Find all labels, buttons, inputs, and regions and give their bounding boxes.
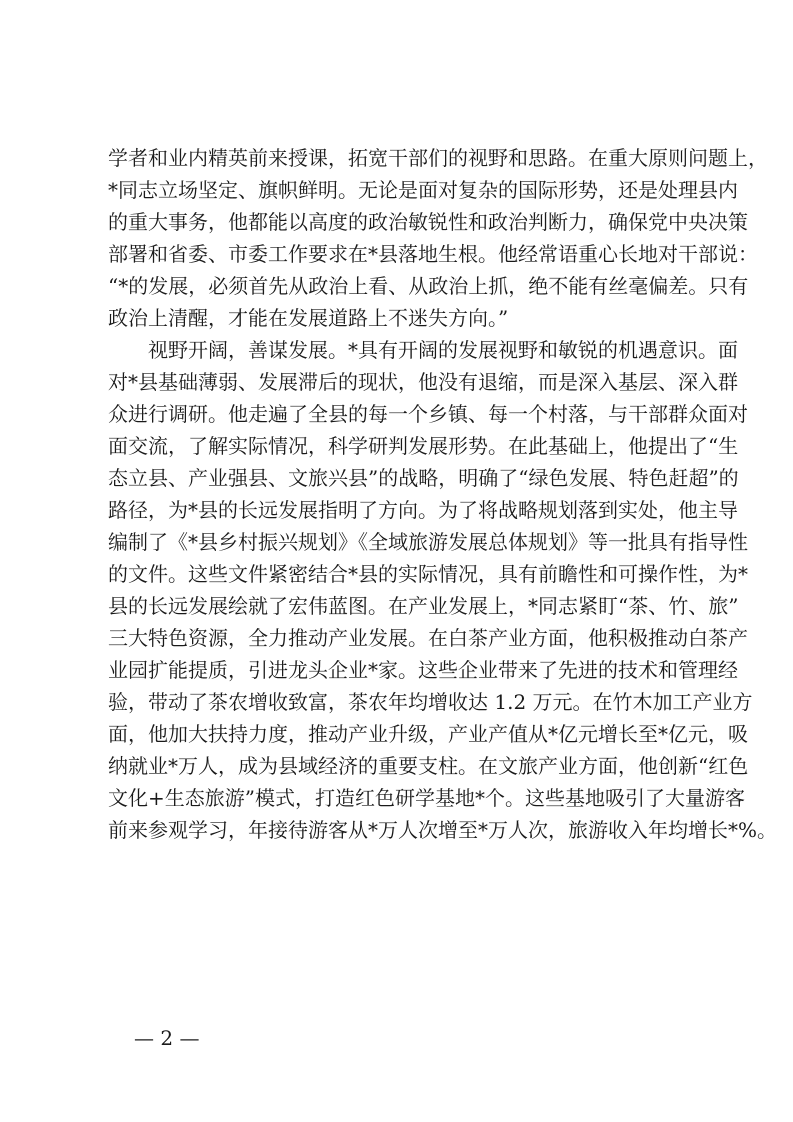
text-line: 编制了《*县乡村振兴规划》《全域旅游发展总体规划》等一批具有指导性 bbox=[108, 530, 748, 554]
text-line: *同志立场坚定、旗帜鲜明。无论是面对复杂的国际形势，还是处理县内 bbox=[108, 178, 738, 202]
text-line: 三大特色资源，全力推动产业发展。在白茶产业方面，他积极推动白茶产 bbox=[108, 626, 748, 650]
text-line: 对*县基础薄弱、发展滞后的现状，他没有退缩，而是深入基层、深入群 bbox=[108, 370, 738, 394]
text-line: 前来参观学习，年接待游客从*万人次增至*万人次，旅游收入年均增长*%。 bbox=[108, 818, 778, 842]
page-number: — 2 — bbox=[134, 1026, 200, 1050]
text-line: 文化+生态旅游”模式，打造红色研学基地*个。这些基地吸引了大量游客 bbox=[108, 786, 745, 810]
text-line: 政治上清醒，才能在发展道路上不迷失方向。” bbox=[108, 306, 509, 330]
text-line: 面交流，了解实际情况，科学研判发展形势。在此基础上，他提出了“生 bbox=[108, 434, 739, 458]
text-line: 视野开阔，善谋发展。*具有开阔的发展视野和敏锐的机遇意识。面 bbox=[108, 338, 738, 362]
text-line: 路径，为*县的长远发展指明了方向。为了将战略规划落到实处，他主导 bbox=[108, 498, 738, 522]
text-line: 纳就业*万人，成为县域经济的重要支柱。在文旅产业方面，他创新“红色 bbox=[108, 754, 749, 778]
text-line: 态立县、产业强县、文旅兴县”的战略，明确了“绿色发展、特色赶超”的 bbox=[108, 466, 739, 490]
text-line: 的重大事务，他都能以高度的政治敏锐性和政治判断力，确保党中央决策 bbox=[108, 210, 748, 234]
document-body bbox=[108, 142, 778, 846]
text-line: 验，带动了茶农增收致富，茶农年均增收达 1.2 万元。在竹木加工产业方 bbox=[108, 690, 753, 714]
text-line: 部署和省委、市委工作要求在*县落地生根。他经常语重心长地对干部说： bbox=[108, 242, 758, 266]
text-line: 学者和业内精英前来授课，拓宽干部们的视野和思路。在重大原则问题上， bbox=[108, 146, 768, 170]
text-line: 县的长远发展绘就了宏伟蓝图。在产业发展上，*同志紧盯“茶、竹、旅” bbox=[108, 594, 739, 618]
text-line: 业园扩能提质，引进龙头企业*家。这些企业带来了先进的技术和管理经 bbox=[108, 658, 738, 682]
text-line: 的文件。这些文件紧密结合*县的实际情况，具有前瞻性和可操作性，为* bbox=[108, 562, 748, 586]
text-line: “*的发展，必须首先从政治上看、从政治上抓，绝不能有丝毫偏差。只有 bbox=[108, 274, 749, 298]
text-line: 面，他加大扶持力度，推动产业升级，产业产值从*亿元增长至*亿元，吸 bbox=[108, 722, 748, 746]
text-line: 众进行调研。他走遍了全县的每一个乡镇、每一个村落，与干部群众面对 bbox=[108, 402, 748, 426]
